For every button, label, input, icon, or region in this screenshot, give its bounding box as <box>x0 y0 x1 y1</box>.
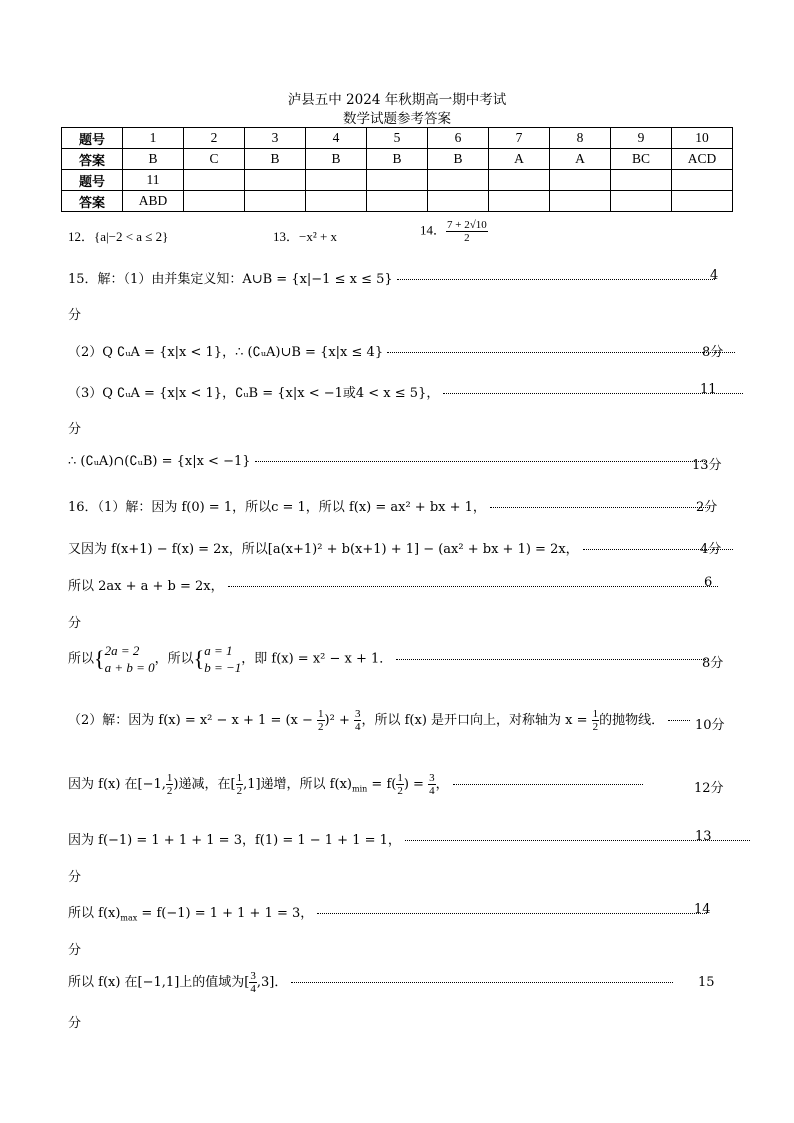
score: 14 <box>694 902 711 917</box>
q14-label: 14． <box>420 222 447 238</box>
step-text: 所以 f(x) <box>68 906 121 921</box>
step-text: 又因为 f(x+1) − f(x) = 2x，所以[a(x+1)² + b(x+1) + 1] − (ax² + bx + 1) = 2x， <box>68 542 579 557</box>
table-cell <box>550 170 611 191</box>
leader-dots <box>228 586 718 587</box>
table-cell: C <box>184 149 245 170</box>
score: 8分 <box>702 345 724 360</box>
q16-line1 <box>68 496 710 515</box>
table-cell <box>245 191 306 212</box>
score-unit: 分 <box>68 308 82 323</box>
leader-dots <box>396 659 706 660</box>
fraction-numerator: 7 + 2√10 <box>447 219 487 231</box>
fraction <box>236 772 244 797</box>
fraction-numerator: 3 <box>250 970 256 982</box>
step-text: （2）Q ∁ᵤA = {x|x < 1}，∴ (∁ᵤA)∪B = {x|x ≤ 4} <box>68 345 384 360</box>
table-cell <box>672 170 733 191</box>
leader-dots <box>255 461 707 462</box>
fraction-numerator: 1 <box>166 772 173 784</box>
fraction-denominator: 2 <box>592 721 599 733</box>
fraction-numerator: 1 <box>592 708 599 720</box>
fraction <box>396 772 404 797</box>
q16-line9 <box>68 970 673 995</box>
fraction-numerator: 1 <box>318 708 324 720</box>
table-row <box>62 191 733 212</box>
step-text: ,3]． <box>256 975 288 990</box>
table-cell <box>367 170 428 191</box>
step-text: 的抛物线． <box>599 713 665 728</box>
fraction-denominator: 4 <box>429 785 435 797</box>
fraction-denominator: 4 <box>354 721 361 733</box>
score-unit: 分 <box>68 943 82 958</box>
table-cell <box>306 191 367 212</box>
fraction-denominator: 2 <box>464 232 470 244</box>
step-text: 所以 f(x) 在[−1,1]上的值域为[ <box>68 975 250 990</box>
equation: b = −1 <box>204 660 242 675</box>
leader-dots <box>490 507 710 508</box>
step-text: ，所以 <box>154 651 194 667</box>
table-cell: B <box>123 149 184 170</box>
table-cell <box>367 191 428 212</box>
table-cell <box>245 170 306 191</box>
score-unit: 分 <box>68 870 82 885</box>
table-row <box>62 128 733 149</box>
equation: 2a = 2 <box>104 643 140 658</box>
leader-dots <box>317 913 707 914</box>
score: 12分 <box>694 781 724 796</box>
table-cell <box>489 191 550 212</box>
step-text: ,1]递增，所以 f(x) <box>243 777 352 792</box>
document-title: 泸县五中 2024 年秋期高一期中考试 <box>287 92 507 108</box>
q16-line5 <box>68 708 690 733</box>
step-text: （2）解：因为 f(x) = x² − x + 1 = (x − <box>68 713 318 728</box>
step-text: 因为 f(−1) = 1 + 1 + 1 = 3，f(1) = 1 − 1 + 1 = 1， <box>68 833 401 848</box>
leader-dots <box>387 352 735 353</box>
step-text: = f(−1) = 1 + 1 + 1 = 3， <box>137 906 314 921</box>
table-cell <box>428 191 489 212</box>
fraction-denominator: 2 <box>236 785 243 797</box>
score: 8分 <box>702 656 724 671</box>
leader-dots <box>397 279 715 280</box>
q16-line6 <box>68 772 643 797</box>
fraction-denominator: 4 <box>250 983 256 995</box>
table-cell: 11 <box>123 170 184 191</box>
table-cell <box>489 170 550 191</box>
table-cell: BC <box>611 149 672 170</box>
step-text: 15．解：（1）由并集定义知：A∪B = {x|−1 ≤ x ≤ 5} <box>68 272 393 287</box>
table-cell: 8 <box>550 128 611 149</box>
table-cell <box>672 191 733 212</box>
table-cell: B <box>245 149 306 170</box>
table-row <box>62 149 733 170</box>
step-text: 因为 f(x) 在[−1, <box>68 777 166 792</box>
step-text: ) = <box>403 777 429 792</box>
table-cell: B <box>306 149 367 170</box>
equation: a = 1 <box>204 643 233 658</box>
score: 15 <box>698 975 715 990</box>
fraction-denominator: 2 <box>397 785 403 797</box>
brace: { <box>94 646 105 671</box>
table-cell: 5 <box>367 128 428 149</box>
fraction-numerator: 3 <box>354 708 361 720</box>
fraction-numerator: 3 <box>429 772 435 784</box>
score-unit: 分 <box>68 616 82 631</box>
table-cell: A <box>550 149 611 170</box>
table-header-cell: 题号 <box>62 128 123 149</box>
table-cell: 4 <box>306 128 367 149</box>
q16-line3 <box>68 575 718 594</box>
table-cell: B <box>367 149 428 170</box>
fraction <box>446 219 488 244</box>
leader-dots <box>668 720 690 721</box>
table-cell: B <box>428 149 489 170</box>
table-cell <box>611 191 672 212</box>
q15-step3 <box>68 382 743 401</box>
table-cell: ABD <box>123 191 184 212</box>
step-text: ∴ (∁ᵤA)∩(∁ᵤB) = {x|x < −1} <box>68 454 251 469</box>
score: 10分 <box>695 718 725 733</box>
score-unit: 分 <box>68 1016 82 1031</box>
table-header-cell: 答案 <box>62 191 123 212</box>
table-cell: A <box>489 149 550 170</box>
table-cell <box>184 191 245 212</box>
table-cell: 2 <box>184 128 245 149</box>
step-text: ，即 f(x) = x² − x + 1． <box>241 651 393 667</box>
q15-step2 <box>68 341 735 360</box>
leader-dots <box>453 784 643 785</box>
q15-step1 <box>68 268 715 287</box>
step-text: 所以 2ax + a + b = 2x， <box>68 579 224 594</box>
step-text: 16．（1）解：因为 f(0) = 1，所以c = 1，所以 f(x) = ax² + bx + 1， <box>68 500 486 515</box>
q12-answer: 12．{a|−2 < a ≤ 2} <box>68 229 169 244</box>
score: 13分 <box>692 458 722 473</box>
leader-dots <box>443 393 743 394</box>
table-cell: ACD <box>672 149 733 170</box>
q15-step4 <box>68 454 707 469</box>
equation-system <box>204 642 241 676</box>
table-cell <box>428 170 489 191</box>
score: 2分 <box>696 500 718 515</box>
equation: a + b = 0 <box>104 660 155 675</box>
score: 6 <box>704 575 713 590</box>
step-text: = f( <box>367 777 397 792</box>
q16-line7 <box>68 829 750 848</box>
equation-system <box>105 642 155 676</box>
step-text: ，所以 f(x) 是开口向上，对称轴为 x = <box>361 713 592 728</box>
table-cell <box>184 170 245 191</box>
fraction <box>428 772 436 797</box>
fraction-numerator: 1 <box>236 772 243 784</box>
brace: { <box>193 646 205 671</box>
subscript: max <box>120 913 138 923</box>
step-text: （3）Q ∁ᵤA = {x|x < 1}，∁ᵤB = {x|x < −1或4 < x ≤ 5}， <box>68 386 440 401</box>
fraction-numerator: 1 <box>397 772 403 784</box>
table-cell: 9 <box>611 128 672 149</box>
table-cell: 7 <box>489 128 550 149</box>
q13-answer: 13．−x² + x <box>273 229 338 244</box>
answer-table <box>61 127 733 212</box>
score: 4分 <box>700 542 722 557</box>
table-cell: 10 <box>672 128 733 149</box>
q14-answer <box>420 219 488 244</box>
table-cell <box>306 170 367 191</box>
q16-line2 <box>68 538 733 557</box>
q16-line8 <box>68 902 707 923</box>
score: 11 <box>700 382 717 397</box>
table-header-cell: 答案 <box>62 149 123 170</box>
step-text: )递减，在[ <box>173 777 236 792</box>
leader-dots <box>291 982 673 983</box>
fraction <box>317 708 325 733</box>
fraction-denominator: 2 <box>318 721 324 733</box>
subscript: min <box>351 784 368 794</box>
table-cell <box>611 170 672 191</box>
table-header-cell: 题号 <box>62 170 123 191</box>
fraction-denominator: 2 <box>166 785 173 797</box>
score: 13 <box>695 829 712 844</box>
table-row <box>62 170 733 191</box>
score: 4 <box>710 268 719 283</box>
table-cell: 1 <box>123 128 184 149</box>
step-text: )² + <box>324 713 354 728</box>
q16-line4 <box>68 642 706 676</box>
table-cell: 3 <box>245 128 306 149</box>
document-subtitle: 数学试题参考答案 <box>343 111 451 127</box>
table-cell: 6 <box>428 128 489 149</box>
step-text: ， <box>435 777 449 792</box>
table-cell <box>550 191 611 212</box>
step-text: 所以 <box>68 651 95 667</box>
score-unit: 分 <box>68 422 82 437</box>
fraction <box>249 970 257 995</box>
